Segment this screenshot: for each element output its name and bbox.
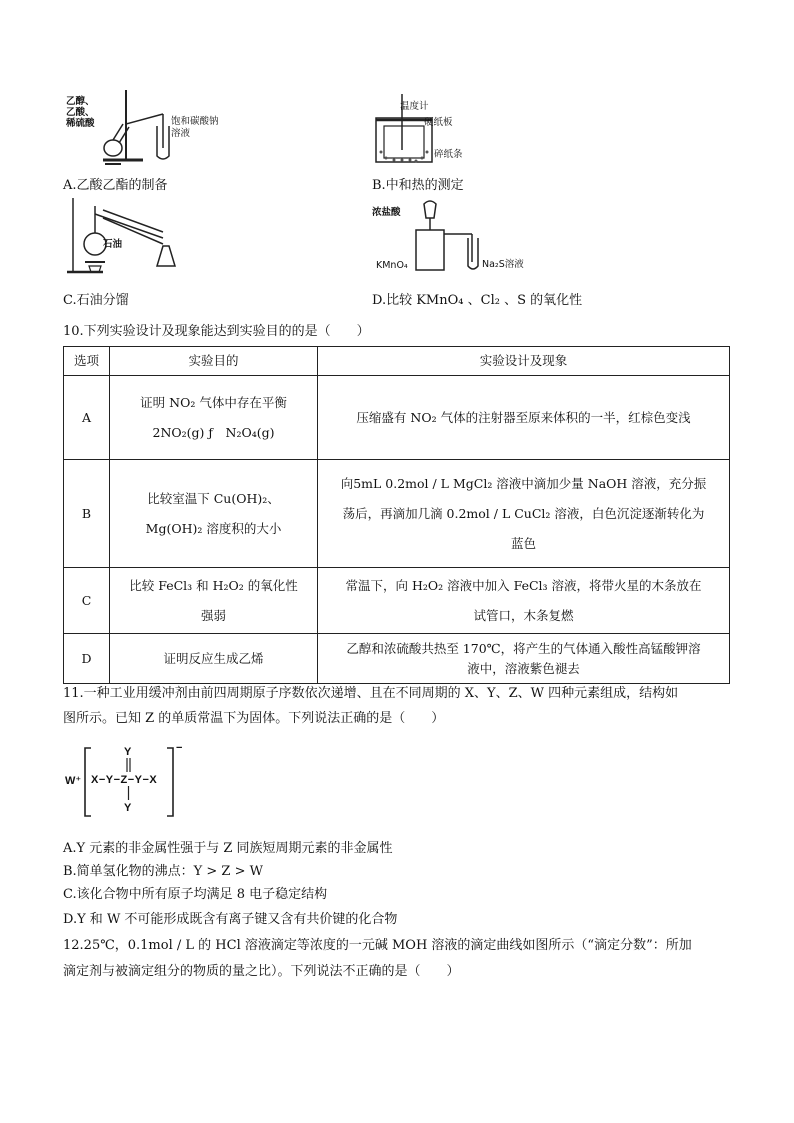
apparatus-d-label-2: KMnO₄ bbox=[376, 260, 408, 271]
row-a-purpose bbox=[110, 376, 318, 460]
row-b-design-line-1: 向5mL 0.2mol / L MgCl₂ 溶液中滴加少量 NaOH 溶液，充分振 bbox=[340, 475, 707, 491]
row-d-design bbox=[318, 634, 730, 684]
row-d-purpose bbox=[110, 634, 318, 684]
row-c-purpose bbox=[110, 568, 318, 634]
row-a-design-line-1: 压缩盛有 NO₂ 气体的注射器至原来体积的一半，红棕色变浅 bbox=[356, 409, 691, 425]
option-a-label: A.乙酸乙酯的制备 bbox=[63, 178, 168, 193]
apparatus-a-diagram bbox=[63, 88, 233, 168]
apparatus-c-diagram bbox=[63, 196, 193, 276]
apparatus-b-label-1: 温度计 bbox=[400, 101, 429, 112]
apparatus-a-label-3: 稀硫酸 bbox=[66, 118, 95, 129]
row-a-purpose-line-2: 2NO₂(g) ƒ N₂O₄(g) bbox=[152, 424, 275, 440]
apparatus-b-label-3: 碎纸条 bbox=[434, 149, 463, 160]
row-c-design-line-1: 常温下，向 H₂O₂ 溶液中加入 FeCl₃ 溶液，将带火星的木条放在 bbox=[345, 577, 702, 593]
q10-table-header bbox=[64, 347, 730, 376]
q11-option-a: A.Y 元素的非金属性强于与 Z 同族短周期元素的非金属性 bbox=[63, 841, 393, 856]
row-a-design bbox=[318, 376, 730, 460]
option-c-label: C.石油分馏 bbox=[63, 293, 129, 308]
header-option: 选项 bbox=[64, 347, 110, 376]
apparatus-a-right-label-1: 饱和碳酸钠 bbox=[171, 116, 219, 127]
row-d-option: D bbox=[64, 634, 110, 684]
apparatus-d-label-3: Na₂S溶液 bbox=[482, 259, 524, 270]
table-row-a bbox=[64, 376, 730, 460]
row-d-design-line-1: 乙醇和浓硫酸共热至 170℃，将产生的气体通入酸性高锰酸钾溶 bbox=[346, 640, 701, 656]
row-d-design-line-2: 液中，溶液紫色褪去 bbox=[467, 660, 580, 676]
q11-option-c: C.该化合物中所有原子均满足 8 电子稳定结构 bbox=[63, 887, 328, 902]
apparatus-d-diagram bbox=[372, 196, 542, 276]
option-b-label: B.中和热的测定 bbox=[372, 178, 464, 193]
row-c-option: C bbox=[64, 568, 110, 634]
apparatus-c-label-1: 石油 bbox=[103, 239, 123, 250]
row-a-purpose-line-1: 证明 NO₂ 气体中存在平衡 bbox=[140, 394, 287, 410]
structure-bottom-atom: Y bbox=[124, 802, 132, 814]
row-c-design-line-2: 试管口，木条复燃 bbox=[473, 607, 574, 623]
row-d-purpose-line-1: 证明反应生成乙烯 bbox=[163, 650, 264, 666]
q11-stem-line-1: 11.一种工业用缓冲剂由前四周期原子序数依次递增、且在不同周期的 X、Y、Z、W 四种元素组成，结构如 bbox=[63, 686, 679, 701]
header-design: 实验设计及现象 bbox=[318, 347, 730, 376]
row-b-purpose bbox=[110, 460, 318, 568]
row-c-purpose-line-1: 比较 FeCl₃ 和 H₂O₂ 的氧化性 bbox=[129, 577, 298, 593]
q11-option-b: B.简单氢化物的沸点：Y > Z > W bbox=[63, 864, 263, 879]
row-b-option: B bbox=[64, 460, 110, 568]
row-b-purpose-line-1: 比较室温下 Cu(OH)₂、 bbox=[147, 490, 280, 506]
row-b-design bbox=[318, 460, 730, 568]
q12-stem-line-2: 滴定剂与被滴定组分的物质的量之比）。下列说法不正确的是（ ） bbox=[63, 964, 460, 979]
row-b-design-line-2: 荡后，再滴加几滴 0.2mol / L CuCl₂ 溶液，白色沉淀逐渐转化为 bbox=[342, 505, 705, 521]
apparatus-b-diagram bbox=[372, 92, 482, 168]
table-row-c bbox=[64, 568, 730, 634]
apparatus-b-label-2: 硬纸板 bbox=[424, 117, 453, 128]
q11-stem-line-2: 图所示。已知 Z 的单质常温下为固体。下列说法正确的是（ ） bbox=[63, 711, 445, 726]
apparatus-a-right-label-2: 溶液 bbox=[171, 128, 191, 139]
structure-cation: W⁺ bbox=[65, 775, 82, 787]
structure-top-atom: Y bbox=[124, 746, 132, 758]
table-row-d bbox=[64, 634, 730, 684]
structure-chain: X−Y−Z−Y−X bbox=[91, 774, 158, 786]
row-c-design bbox=[318, 568, 730, 634]
apparatus-a-label-2: 乙酸、 bbox=[66, 107, 95, 118]
q10-stem: 10.下列实验设计及现象能达到实验目的的是（ ） bbox=[63, 324, 370, 339]
q10-table bbox=[63, 346, 730, 684]
q11-option-d: D.Y 和 W 不可能形成既含有离子键又含有共价键的化合物 bbox=[63, 912, 398, 927]
structure-charge: − bbox=[176, 742, 183, 754]
apparatus-d-label-1: 浓盐酸 bbox=[372, 207, 401, 218]
header-purpose: 实验目的 bbox=[110, 347, 318, 376]
q12-stem-line-1: 12.25℃，0.1mol / L 的 HCl 溶液滴定等浓度的一元碱 MOH 溶液的滴定曲线如图所示（“滴定分数”：所加 bbox=[63, 938, 692, 953]
row-c-purpose-line-2: 强弱 bbox=[200, 607, 226, 623]
row-b-design-line-3: 蓝色 bbox=[510, 535, 536, 551]
q11-structure-diagram bbox=[63, 742, 203, 822]
row-a-option: A bbox=[64, 376, 110, 460]
row-b-purpose-line-2: Mg(OH)₂ 溶度积的大小 bbox=[145, 520, 282, 536]
apparatus-a-label-1: 乙醇、 bbox=[66, 96, 95, 107]
table-row-b bbox=[64, 460, 730, 568]
option-d-label: D.比较 KMnO₄ 、Cl₂ 、S 的氧化性 bbox=[372, 293, 583, 308]
